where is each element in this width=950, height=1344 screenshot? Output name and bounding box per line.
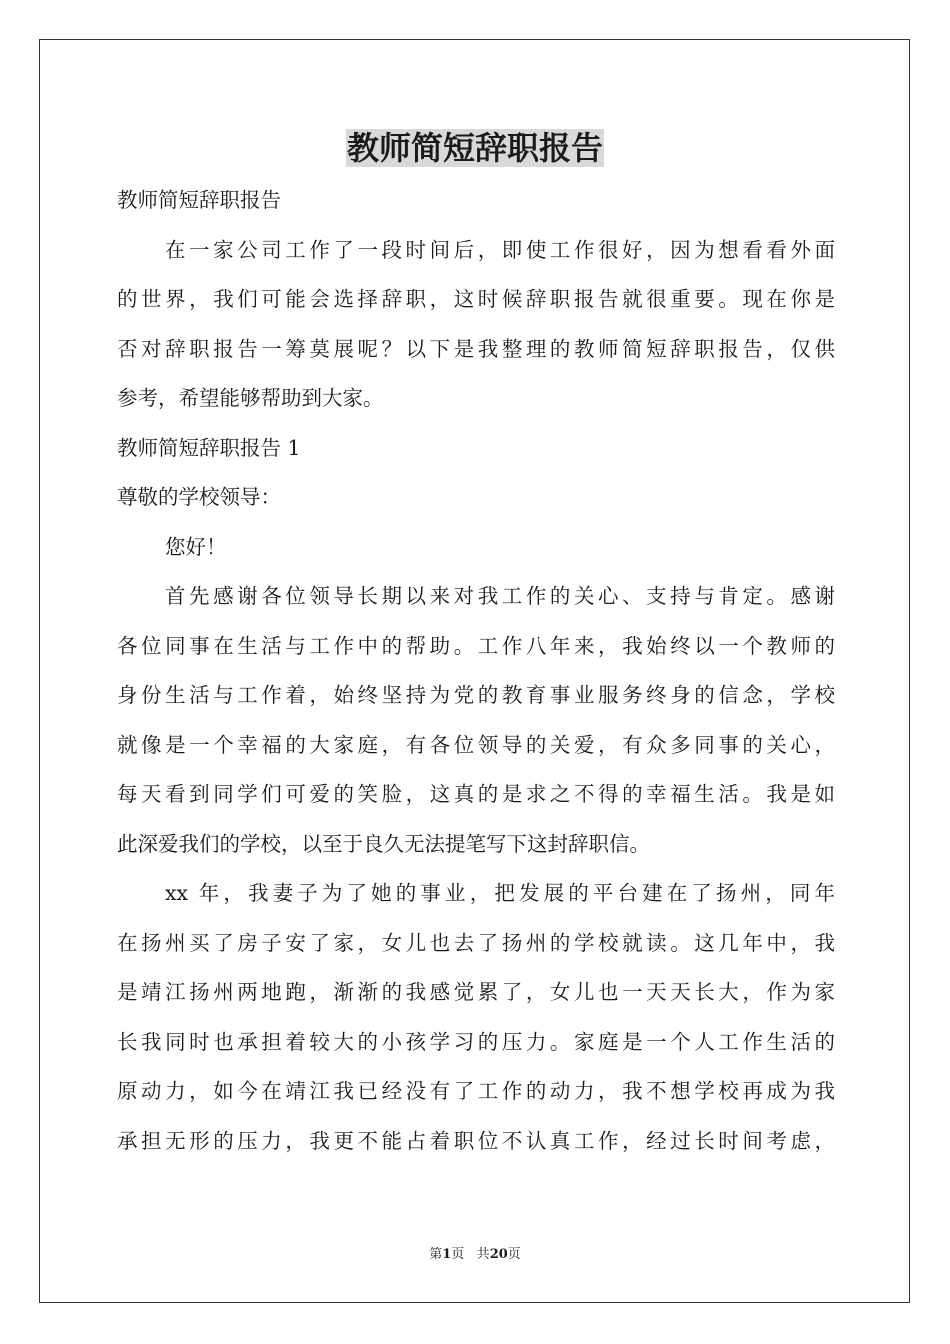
body-line: 身份生活与工作着，始终坚持为党的教育事业服务终身的信念，学校 xyxy=(117,683,835,707)
document-title-text: 教师简短辞职报告 xyxy=(346,129,603,167)
document-body xyxy=(117,176,835,1166)
body-line: 教师简短辞职报告 1 xyxy=(117,435,301,460)
body-line: 尊敬的学校领导： xyxy=(117,485,281,509)
body-line: 在一家公司工作了一段时间后，即使工作很好，因为想看看外面 xyxy=(165,237,835,262)
body-line: 各位同事在生活与工作中的帮助。工作八年来，我始终以一个教师的 xyxy=(117,633,835,658)
total-suffix: 页 xyxy=(507,1247,521,1262)
total-pages: 20 xyxy=(489,1247,508,1262)
page-suffix: 页 xyxy=(451,1247,465,1262)
page-footer xyxy=(0,1246,950,1264)
body-line: 原动力，如今在靖江我已经没有了工作的动力，我不想学校再成为我 xyxy=(117,1079,835,1103)
body-line: 就像是一个幸福的大家庭，有各位领导的关爱，有众多同事的关心， xyxy=(117,732,835,757)
body-line: 每天看到同学们可爱的笑脸，这真的是求之不得的幸福生活。我是如 xyxy=(117,782,835,806)
body-line: 否对辞职报告一筹莫展呢？以下是我整理的教师简短辞职报告，仅供 xyxy=(117,336,835,361)
body-line: 教师简短辞职报告 xyxy=(117,188,281,212)
body-line: 在扬州买了房子安了家，女儿也去了扬州的学校就读。这几年中，我 xyxy=(117,930,835,955)
body-line: 承担无形的压力，我更不能占着职位不认真工作，经过长时间考虑， xyxy=(117,1128,835,1153)
page-prefix: 第 xyxy=(429,1247,443,1262)
body-line: 首先感谢各位领导长期以来对我工作的关心、支持与肯定。感谢 xyxy=(165,584,835,608)
body-line: 长我同时也承担着较大的小孩学习的压力。家庭是一个人工作生活的 xyxy=(117,1029,835,1054)
page-number: 1 xyxy=(442,1247,452,1262)
body-line: 是靖江扬州两地跑，渐渐的我感觉累了，女儿也一天天长大，作为家 xyxy=(117,980,835,1004)
body-line: 您好！ xyxy=(165,534,227,559)
document-title xyxy=(0,126,950,170)
total-prefix: 共 xyxy=(476,1247,490,1262)
body-line: 参考，希望能够帮助到大家。 xyxy=(117,386,384,410)
body-line: 的世界，我们可能会选择辞职，这时候辞职报告就很重要。现在你是 xyxy=(117,287,835,311)
body-line: xx 年，我妻子为了她的事业，把发展的平台建在了扬州，同年 xyxy=(165,881,835,905)
body-line: 此深爱我们的学校，以至于良久无法提笔写下这封辞职信。 xyxy=(117,831,650,856)
